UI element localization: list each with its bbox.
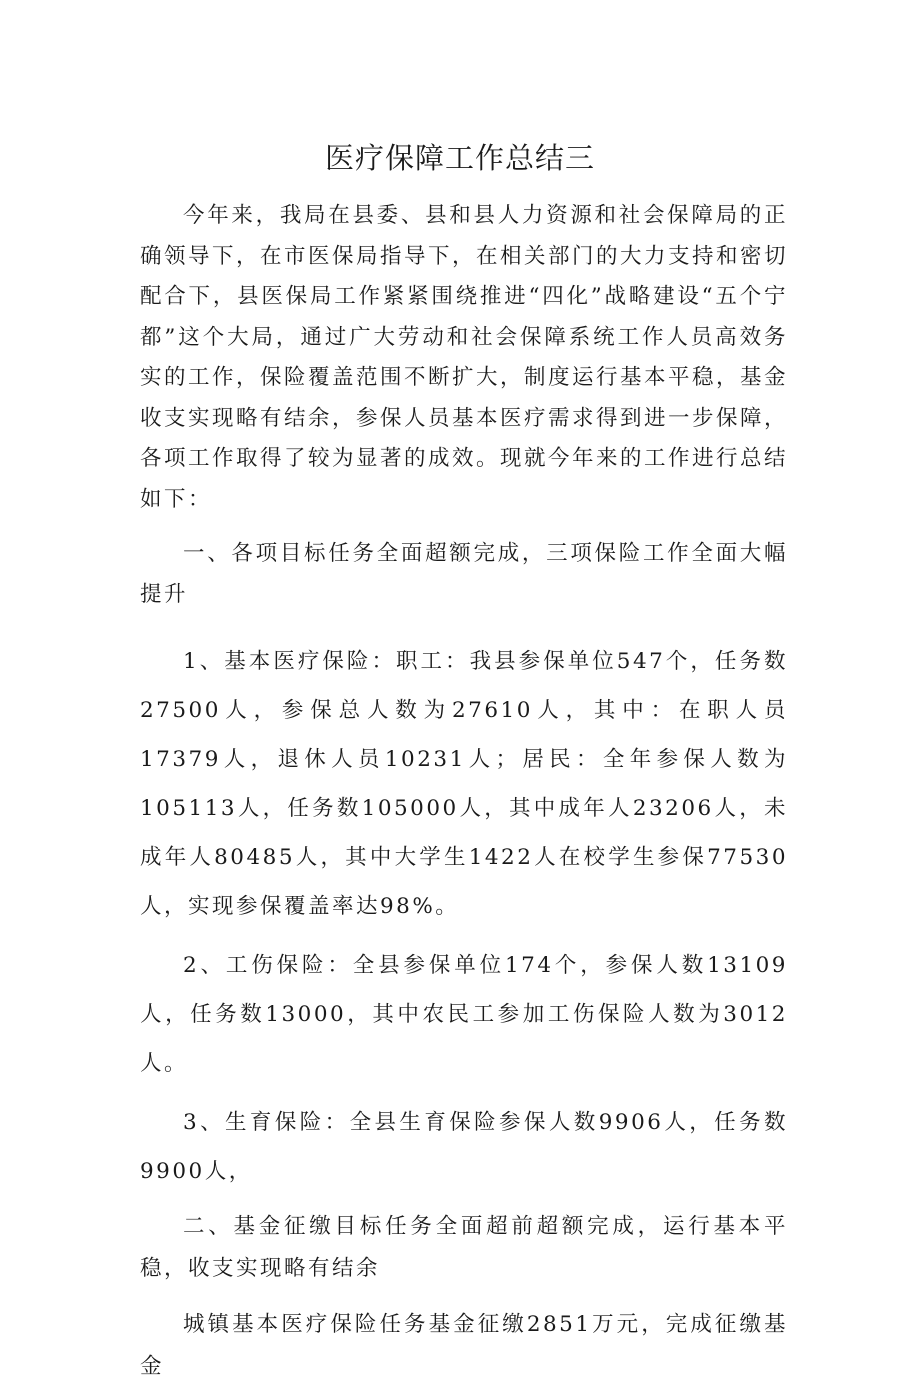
paragraph-medical-insurance: 1、基本医疗保险：职工：我县参保单位547个，任务数27500人，参保总人数为27610人，其中：在职人员17379人，退休人员10231人；居民：全年参保人数为105113人，任务数105000人，其中成年人23206人，未成年人80485人，其中大学生1422人在校学生参保77530人，实现参保覆盖率达98%。	[140, 649, 788, 919]
heading-section-two: 二、基金征缴目标任务全面超前超额完成，运行基本平稳，收支实现略有结余	[140, 1214, 788, 1281]
paragraph-injury-insurance: 2、工伤保险：全县参保单位174个，参保人数13109人，任务数13000，其中农民工参加工伤保险人数为3012人。	[140, 953, 788, 1076]
paragraph-intro: 今年来，我局在县委、县和县人力资源和社会保障局的正确领导下，在市医保局指导下，在相关部门的大力支持和密切配合下，县医保局工作紧紧围绕推进“四化”战略建设“五个宁都”这个大局，通过广大劳动和社会保障系统工作人员高效务实的工作，保险覆盖范围不断扩大，制度运行基本平稳，基金收支实现略有结余，参保人员基本医疗需求得到进一步保障，各项工作取得了较为显著的成效。现就今年来的工作进行总结如下：	[140, 203, 789, 512]
paragraph-maternity-insurance: 3、生育保险：全县生育保险参保人数9906人，任务数9900人，	[140, 1110, 788, 1184]
document-title: 医疗保障工作总结三	[324, 141, 595, 175]
paragraph-fund-collection: 城镇基本医疗保险任务基金征缴2851万元，完成征缴基金	[140, 1312, 788, 1379]
document-body	[140, 196, 788, 1388]
heading-section-one: 一、各项目标任务全面超额完成，三项保险工作全面大幅提升	[140, 541, 788, 607]
